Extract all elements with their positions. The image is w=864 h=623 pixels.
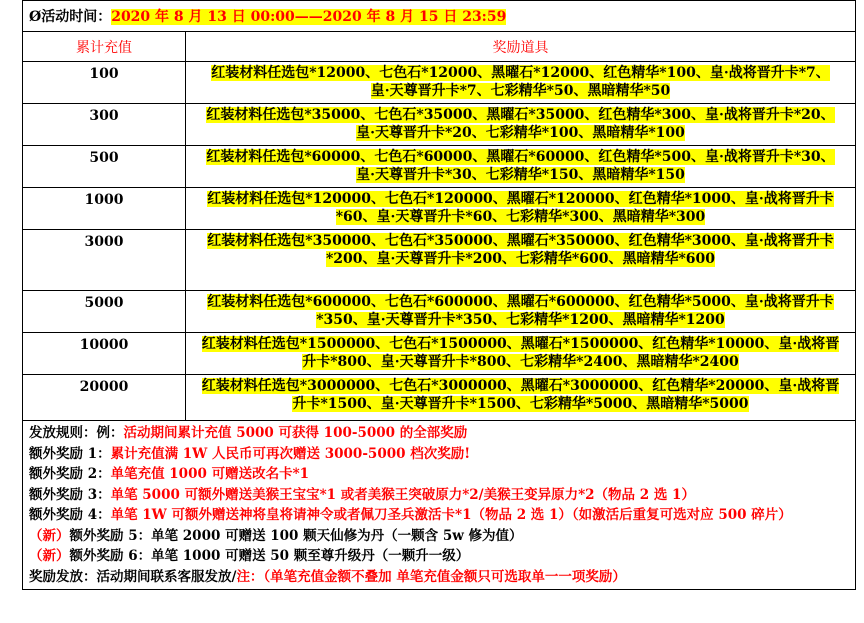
reward-line: *350、皇·天尊晋升卡*350、七彩精华*1200、黑暗精华*1200 bbox=[316, 312, 725, 328]
reward-line: 红装材料任选包*3000000、七色石*3000000、黑曜石*3000000、红色精华*20000、皇·战将晋 bbox=[201, 378, 840, 394]
reward-line: 红装材料任选包*35000、七色石*35000、黑曜石*35000、红色精华*300、皇·战将晋升卡*20、 bbox=[206, 107, 835, 123]
rule-line bbox=[29, 485, 849, 506]
rule-line bbox=[29, 546, 849, 567]
reward-line: 红装材料任选包*60000、七色石*60000、黑曜石*60000、红色精华*500、皇·战将晋升卡*30、 bbox=[206, 149, 835, 165]
rule-text: 单笔 5000 可额外赠送美猴王宝宝*1 或者美猴王突破原力*2/美猴王变异原力*2（物品 2 选 1） bbox=[110, 486, 695, 503]
table-row bbox=[23, 188, 856, 230]
new-tag: （新） bbox=[29, 548, 70, 564]
reward-line: 皇·天尊晋升卡*30、七彩精华*150、黑暗精华*150 bbox=[356, 167, 685, 183]
rule-line bbox=[29, 505, 849, 526]
rule-line bbox=[29, 464, 849, 485]
reward-line: 红装材料任选包*600000、七色石*600000、黑曜石*600000、红色精华*5000、皇·战将晋升卡 bbox=[207, 294, 834, 310]
reward-line: 红装材料任选包*120000、七色石*120000、黑曜石*120000、红色精华*1000、皇·战将晋升卡 bbox=[207, 191, 834, 207]
rule-line bbox=[29, 567, 849, 588]
amount-cell: 20000 bbox=[23, 375, 186, 421]
table-row bbox=[23, 62, 856, 104]
rule-line bbox=[29, 526, 849, 547]
reward-cell bbox=[186, 230, 856, 291]
reward-line: 红装材料任选包*350000、七色石*350000、黑曜石*350000、红色精华*3000、皇·战将晋升卡 bbox=[207, 233, 834, 249]
reward-table bbox=[22, 0, 856, 590]
reward-line: *60、皇·天尊晋升卡*60、七彩精华*300、黑暗精华*300 bbox=[335, 209, 706, 225]
reward-cell bbox=[186, 104, 856, 146]
event-time-value: 2020 年 8 月 13 日 00:00——2020 年 8 月 15 日 23:59 bbox=[111, 9, 507, 25]
column-header-amount: 累计充值 bbox=[23, 32, 186, 62]
rule-text: 累计充值满 1W 人民币可再次赠送 3000-5000 档次奖励! bbox=[110, 445, 471, 462]
reward-cell bbox=[186, 375, 856, 421]
rule-label: 奖励发放：活动期间联系客服发放/ bbox=[29, 568, 237, 585]
reward-line: 升卡*1500、皇·天尊晋升卡*1500、七彩精华*5000、黑暗精华*5000 bbox=[292, 396, 749, 412]
rule-text: 单笔充值 1000 可赠送改名卡*1 bbox=[110, 466, 310, 482]
reward-line: 升卡*800、皇·天尊晋升卡*800、七彩精华*2400、黑暗精华*2400 bbox=[302, 354, 739, 370]
reward-cell bbox=[186, 291, 856, 333]
table-header-row bbox=[23, 32, 856, 62]
amount-cell: 10000 bbox=[23, 333, 186, 375]
reward-line: *200、皇·天尊晋升卡*200、七彩精华*600、黑暗精华*600 bbox=[325, 251, 716, 267]
rule-label: 发放规则：例： bbox=[29, 425, 124, 441]
reward-line: 红装材料任选包*12000、七色石*12000、黑曜石*12000、红色精华*100、皇·战将晋升卡*7、 bbox=[211, 65, 830, 81]
rules-row bbox=[23, 421, 856, 590]
amount-cell: 3000 bbox=[23, 230, 186, 291]
amount-cell: 300 bbox=[23, 104, 186, 146]
new-tag: （新） bbox=[29, 527, 70, 544]
amount-cell: 1000 bbox=[23, 188, 186, 230]
rule-note: 注：（单笔充值金额不叠加 单笔充值金额只可选取单一一项奖励） bbox=[236, 568, 626, 585]
amount-cell: 5000 bbox=[23, 291, 186, 333]
reward-cell bbox=[186, 62, 856, 104]
reward-line: 皇·天尊晋升卡*7、七彩精华*50、黑暗精华*50 bbox=[370, 83, 671, 99]
event-time-cell bbox=[23, 1, 856, 32]
table-row bbox=[23, 375, 856, 421]
reward-line: 皇·天尊晋升卡*20、七彩精华*100、黑暗精华*100 bbox=[356, 125, 685, 141]
reward-line: 红装材料任选包*1500000、七色石*1500000、黑曜石*1500000、红色精华*10000、皇·战将晋 bbox=[201, 336, 840, 352]
table-row bbox=[23, 333, 856, 375]
rules-cell bbox=[23, 421, 856, 590]
rule-text: 单笔 1W 可额外赠送神将皇将请神令或者佩刀圣兵激活卡*1（物品 2 选 1）（如激活后重复可选对应 500 碎片） bbox=[110, 507, 792, 523]
rule-line bbox=[29, 444, 849, 465]
reward-cell bbox=[186, 333, 856, 375]
event-time-row bbox=[23, 1, 856, 32]
amount-cell: 500 bbox=[23, 146, 186, 188]
table-row bbox=[23, 104, 856, 146]
rule-label: 额外奖励 4： bbox=[29, 507, 111, 523]
amount-cell: 100 bbox=[23, 62, 186, 104]
event-time-label: Ø活动时间： bbox=[29, 9, 112, 25]
rule-label: 额外奖励 1： bbox=[29, 445, 111, 462]
column-header-reward: 奖励道具 bbox=[186, 32, 856, 62]
rule-line bbox=[29, 423, 849, 444]
table-row bbox=[23, 230, 856, 291]
rule-text: 活动期间累计充值 5000 可获得 100-5000 的全部奖励 bbox=[123, 425, 468, 441]
rule-text: 额外奖励 5：单笔 2000 可赠送 100 颗天仙修为丹（一颗含 5w 修为值） bbox=[69, 527, 523, 544]
rule-label: 额外奖励 3： bbox=[29, 486, 111, 503]
reward-cell bbox=[186, 146, 856, 188]
reward-cell bbox=[186, 188, 856, 230]
table-row bbox=[23, 146, 856, 188]
table-row bbox=[23, 291, 856, 333]
rule-label: 额外奖励 2： bbox=[29, 466, 111, 482]
event-document bbox=[22, 0, 855, 590]
rule-text: 额外奖励 6：单笔 1000 可赠送 50 颗至尊升级丹（一颗升一级） bbox=[69, 548, 470, 564]
